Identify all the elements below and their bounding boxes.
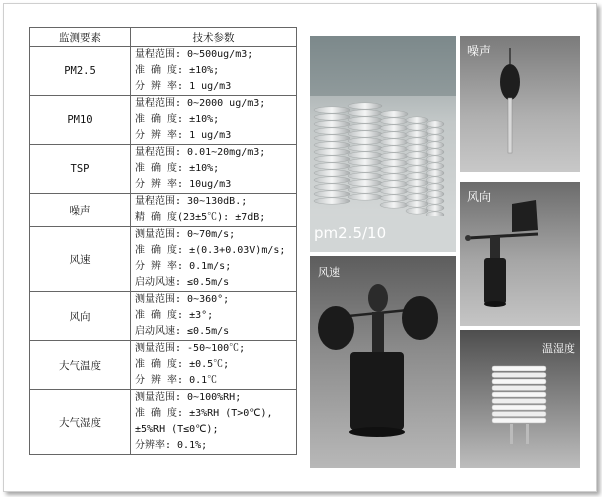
spec-line: 测量范围: 0~70m/s;	[135, 229, 236, 240]
spec-line: 测量范围: 0~360°;	[135, 294, 230, 305]
spec-cell	[131, 96, 297, 145]
wind-speed-photo	[310, 256, 456, 468]
spec-line: 准 确 度: ±(0.3+0.03V)m/s;	[135, 245, 286, 256]
spec-cell	[131, 47, 297, 96]
spec-cell	[131, 145, 297, 194]
temp-humidity-label: 温湿度	[542, 342, 575, 355]
element-name: 大气温度	[30, 341, 131, 390]
spec-cell	[131, 390, 297, 455]
spec-line: 量程范围: 30~130dB.;	[135, 196, 248, 207]
wind-direction-label: 风向	[467, 190, 492, 204]
spec-line: 分 辨 率: 0.1℃	[135, 375, 218, 386]
element-name: PM10	[30, 96, 131, 145]
element-name: PM2.5	[30, 47, 131, 96]
spec-cell	[131, 194, 297, 227]
spec-line: 启动风速: ≤0.5m/s	[135, 326, 230, 337]
table-header-row	[30, 28, 297, 47]
spec-line: 分 辨 率: 10ug/m3	[135, 179, 232, 190]
spec-cell	[131, 341, 297, 390]
element-name: TSP	[30, 145, 131, 194]
table-row	[30, 341, 297, 390]
element-name: 大气湿度	[30, 390, 131, 455]
spec-line: 准 确 度: ±10%;	[135, 163, 220, 174]
table-row	[30, 292, 297, 341]
spec-cell	[131, 292, 297, 341]
temp-humidity-photo	[460, 330, 580, 468]
table-row	[30, 47, 297, 96]
table-row	[30, 96, 297, 145]
noise-label: 噪声	[467, 44, 492, 58]
spec-line: 准 确 度: ±0.5℃;	[135, 359, 230, 370]
spec-cell	[131, 227, 297, 292]
spec-line: 启动风速: ≤0.5m/s	[135, 277, 230, 288]
spec-table	[29, 27, 297, 455]
element-name: 噪声	[30, 194, 131, 227]
table-row	[30, 390, 297, 455]
spec-line: 量程范围: 0.01~20mg/m3;	[135, 147, 266, 158]
wind-speed-label: 风速	[318, 266, 340, 279]
figure-frame	[3, 3, 597, 492]
header-element: 监测要素	[30, 28, 131, 47]
spec-line: 准 确 度: ±3°;	[135, 310, 214, 321]
spec-line: 分 辨 率: 0.1m/s;	[135, 261, 232, 272]
spec-line: 测量范围: -50~100℃;	[135, 343, 246, 354]
spec-line: 分 辨 率: 1 ug/m3	[135, 130, 232, 141]
spec-line: 精 确 度(23±5℃): ±7dB;	[135, 212, 266, 223]
spec-line: 量程范围: 0~500ug/m3;	[135, 49, 254, 60]
spec-line: 准 确 度: ±10%;	[135, 65, 220, 76]
spec-line: 量程范围: 0~2000 ug/m3;	[135, 98, 266, 109]
spec-line: 准 确 度: ±3%RH (T>0℃),	[135, 408, 273, 419]
pm-label: pm2.5/10	[314, 224, 387, 242]
spec-line: 测量范围: 0~100%RH;	[135, 392, 242, 403]
element-name: 风速	[30, 227, 131, 292]
spec-line: 分辨率: 0.1%;	[135, 440, 208, 451]
header-params: 技术参数	[131, 28, 297, 47]
table-row	[30, 227, 297, 292]
table-row	[30, 194, 297, 227]
spec-line: 分 辨 率: 1 ug/m3	[135, 81, 232, 92]
spec-line: 准 确 度: ±10%;	[135, 114, 220, 125]
element-name: 风向	[30, 292, 131, 341]
spec-line: ±5%RH (T≤0℃);	[135, 424, 219, 435]
table-row	[30, 145, 297, 194]
noise-sensor-photo	[460, 36, 580, 172]
pm-sensor-photo	[310, 36, 456, 252]
wind-direction-photo	[460, 182, 580, 326]
